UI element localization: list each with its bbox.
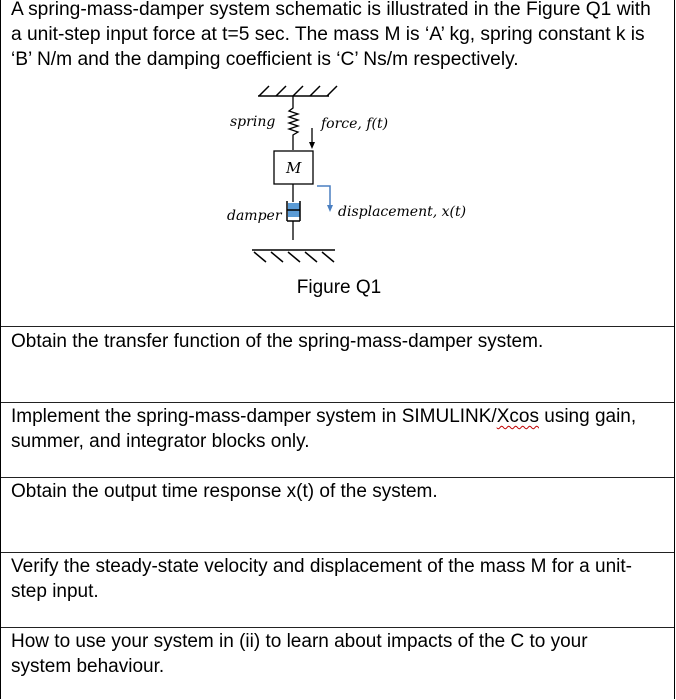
question-4-line-2: step input. (11, 581, 99, 602)
intro-line-3: ‘B’ N/m and the damping coefficient is ‘C’ Ns/m respectively. (11, 49, 519, 70)
damper-label: damper (227, 208, 282, 224)
question-5-line-2: system behaviour. (11, 656, 165, 677)
question-row-2 (1, 403, 674, 478)
force-label: force, f(t) (321, 116, 389, 132)
question-1-text (11, 329, 668, 354)
mass-label: M (286, 159, 302, 177)
figure-caption: Figure Q1 (296, 277, 382, 298)
question-4-line-1: Verify the steady-state velocity and displacement of the mass M for a unit- (11, 556, 632, 577)
question-2-line-2: summer, and integrator blocks only. (11, 431, 310, 452)
question-5-text (11, 629, 668, 679)
intro-row (1, 0, 674, 327)
question-2-line-1-pre: Implement the spring-mass-damper system in SIMULINK/ (11, 406, 497, 427)
question-3-text (11, 479, 668, 504)
intro-line-1: A spring-mass-damper system schematic is illustrated in the Figure Q1 with (11, 0, 651, 20)
displacement-arrow (317, 186, 333, 212)
question-5-line-1: How to use your system in (ii) to learn about impacts of the C to your (11, 631, 588, 652)
question-1-line-1: Obtain the transfer function of the spring-mass-damper system. (11, 331, 544, 352)
question-2-line-1 (11, 404, 668, 429)
displacement-label: displacement, x(t) (338, 204, 467, 220)
question-3-line-1: Obtain the output time response x(t) of the system. (11, 481, 438, 502)
question-2-line-1-post: using gain, (538, 406, 637, 427)
spring-mass-damper-figure (1, 70, 676, 270)
question-row-4 (1, 553, 674, 628)
intro-text (11, 0, 674, 72)
bottom-ground (252, 250, 335, 262)
intro-line-2: a unit-step input force at t=5 sec. The mass M is ‘A’ kg, spring constant k is (11, 24, 645, 45)
misspelled-word: Xcos (496, 406, 539, 427)
question-row-3 (1, 478, 674, 553)
question-row-1 (1, 327, 674, 403)
question-4-text (11, 554, 668, 604)
question-row-5 (1, 628, 674, 699)
damper (287, 184, 300, 240)
question-2-text (11, 404, 668, 454)
spring-label: spring (230, 114, 276, 130)
spring (289, 96, 298, 142)
top-ground (258, 86, 337, 96)
force-arrow (309, 128, 315, 149)
